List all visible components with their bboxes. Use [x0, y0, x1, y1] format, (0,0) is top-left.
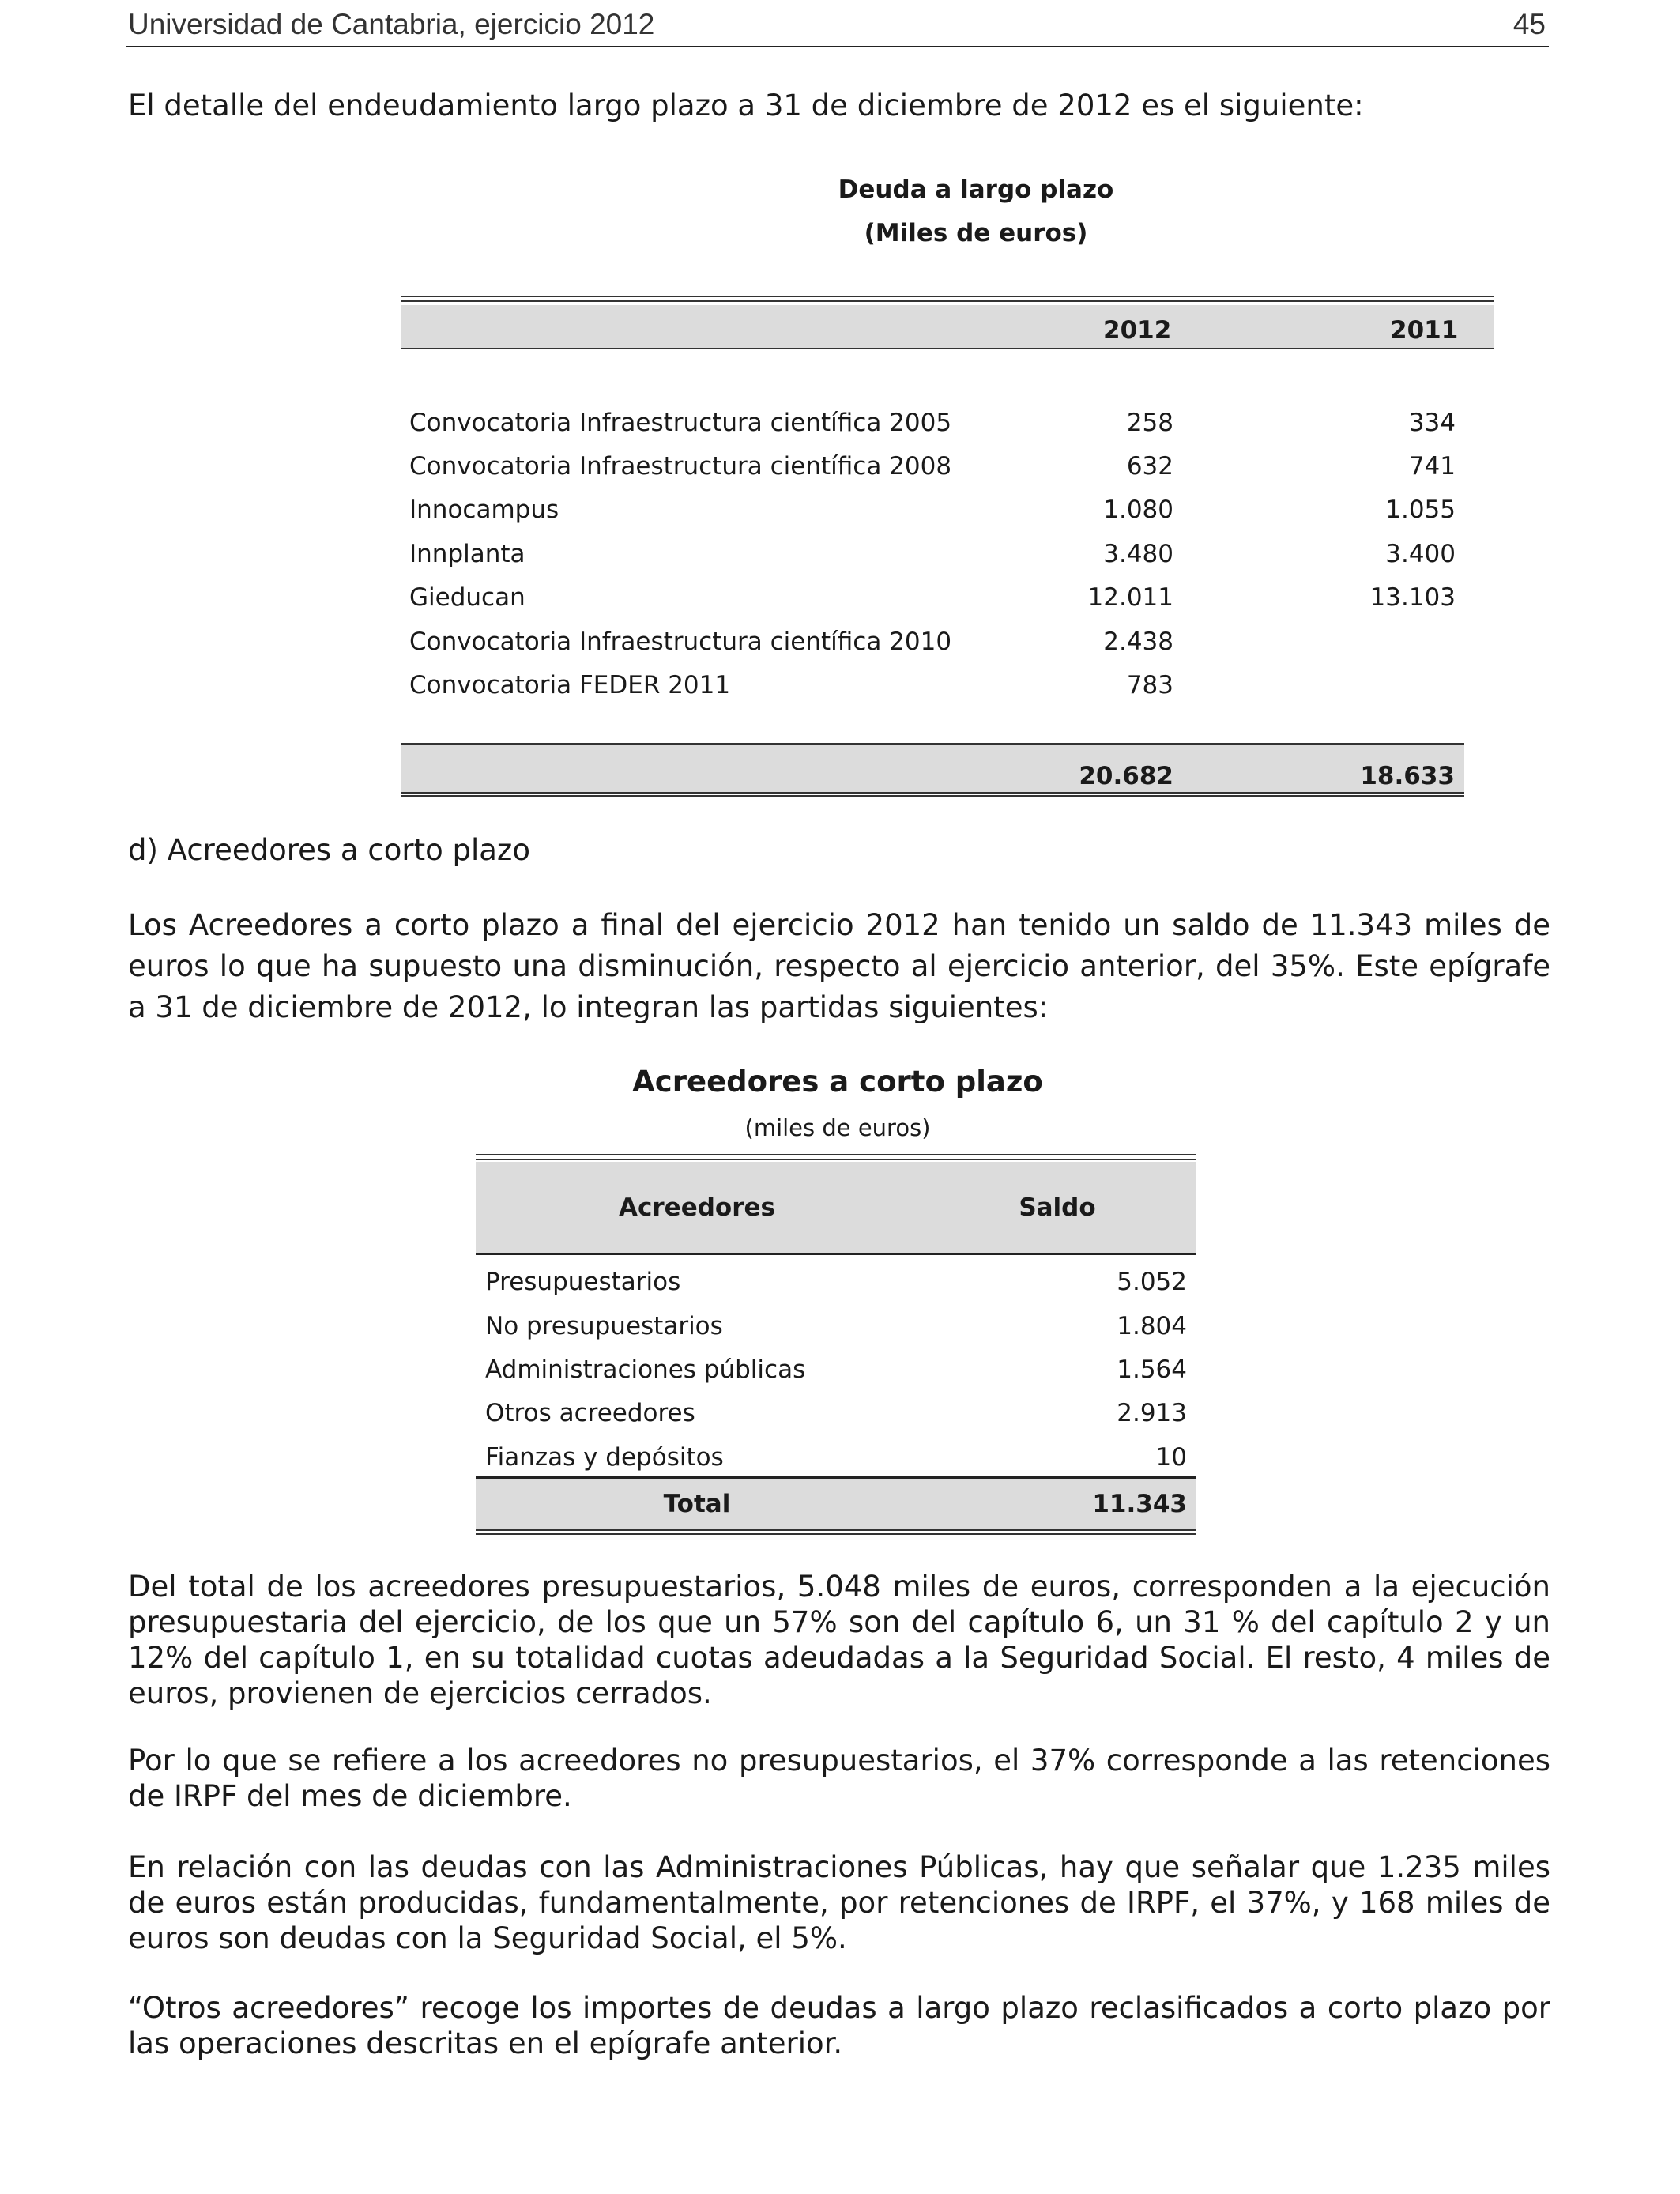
table2-total-row [476, 1476, 1196, 1531]
table2-top-rule-2 [476, 1159, 1196, 1160]
table1-title: Deuda a largo plazo [838, 175, 1114, 204]
table1-row-2011: 334 [1408, 409, 1456, 437]
table2-row [476, 1435, 1196, 1479]
table2-header [476, 1162, 1196, 1255]
table2-row-label: Presupuestarios [485, 1268, 681, 1296]
table1-row-2012: 1.080 [1103, 496, 1173, 524]
table1-row-2012: 3.480 [1103, 540, 1173, 568]
table2-row-value: 2.913 [1117, 1399, 1187, 1427]
paragraph-3: Por lo que se refiere a los acreedores no presupuestarios, el 37% corresponde a las retenciones de IRPF del mes de diciembre. [128, 1744, 1550, 1813]
table1-row-2011: 3.400 [1385, 540, 1456, 568]
table2-row-value: 1.804 [1117, 1312, 1187, 1340]
table1-row-label: Gieducan [409, 583, 525, 612]
page-number: 45 [1512, 8, 1546, 40]
table1-top-rule [401, 296, 1494, 297]
table2-row-label: No presupuestarios [485, 1312, 723, 1340]
table1-row-2012: 783 [1126, 671, 1173, 699]
table1-row-label: Convocatoria FEDER 2011 [409, 671, 731, 699]
table1-row-label: Innplanta [409, 540, 525, 568]
table1-row-2012: 12.011 [1087, 583, 1173, 612]
table2-subtitle: (miles de euros) [744, 1114, 931, 1141]
table2-row [476, 1348, 1196, 1391]
table1-row-2011: 741 [1408, 452, 1456, 481]
table1-row-2012: 258 [1126, 409, 1173, 437]
table2-row-value: 1.564 [1117, 1355, 1187, 1384]
table1-row-2011: 13.103 [1369, 583, 1456, 612]
table1-row-label: Innocampus [409, 496, 559, 524]
page-header [126, 6, 1549, 47]
table2-row [476, 1260, 1196, 1303]
table1-row-label: Convocatoria Infraestructura científica 2010 [409, 628, 952, 656]
table1-row [401, 401, 1494, 444]
table1-row-2011: 1.055 [1385, 496, 1456, 524]
table1-row-label: Convocatoria Infraestructura científica 2008 [409, 452, 952, 481]
table1-total-row [401, 743, 1464, 794]
table2-total-label: Total [663, 1490, 731, 1518]
header-title: Universidad de Cantabria, ejercicio 2012 [128, 8, 655, 40]
table1-row-2012: 2.438 [1103, 628, 1173, 656]
table2-bottom-rule [476, 1533, 1196, 1535]
table1-bottom-rule [401, 795, 1464, 797]
table1-row [401, 444, 1494, 488]
table2-row-label: Administraciones públicas [485, 1355, 806, 1384]
paragraph-4: En relación con las deudas con las Administraciones Públicas, hay que señalar que 1.235 miles de euros están producidas, fundamentalmente, por retenciones de IRPF, el 37%, y 168 miles de euros son deudas con la Seguridad Social, el 5%. [128, 1850, 1550, 1955]
table1-total-2011: 18.633 [1360, 762, 1455, 790]
table2-row-label: Fianzas y depósitos [485, 1443, 724, 1472]
table2-row-label: Otros acreedores [485, 1399, 695, 1427]
table2-col-acreedores: Acreedores [619, 1193, 775, 1222]
table2-top-rule [476, 1154, 1196, 1155]
table1-row [401, 663, 1494, 707]
intro-text: El detalle del endeudamiento largo plazo a 31 de diciembre de 2012 es el siguiente: [128, 89, 1364, 123]
paragraph-5: “Otros acreedores” recoge los importes de deudas a largo plazo reclasificados a corto plazo por las operaciones descritas en el epígrafe anterior. [128, 1991, 1550, 2060]
table1-total-2012: 20.682 [1079, 762, 1173, 790]
table2-row [476, 1391, 1196, 1434]
table1-col-2012: 2012 [1103, 316, 1172, 345]
section-heading: d) Acreedores a corto plazo [128, 833, 530, 867]
table1-top-rule-2 [401, 300, 1494, 302]
table1-row-label: Convocatoria Infraestructura científica 2005 [409, 409, 952, 437]
table1-row [401, 620, 1494, 663]
table2-total-value: 11.343 [1092, 1490, 1187, 1518]
table2-row-value: 5.052 [1117, 1268, 1187, 1296]
table1-row [401, 575, 1494, 619]
table2-row-value: 10 [1155, 1443, 1187, 1472]
table2-title: Acreedores a corto plazo [632, 1065, 1043, 1099]
table1-col-2011: 2011 [1390, 316, 1459, 345]
table2-row [476, 1304, 1196, 1348]
paragraph-1: Los Acreedores a corto plazo a final del ejercicio 2012 han tenido un saldo de 11.343 miles de euros lo que ha supuesto una disminución, respecto al ejercicio anterior, del 35%. Este epígrafe a 31 de diciembre de 2012, lo integran las partidas siguientes: [128, 908, 1550, 1024]
table1-header [401, 305, 1494, 349]
table1-row [401, 488, 1494, 531]
paragraph-2: Del total de los acreedores presupuestarios, 5.048 miles de euros, corresponden a la ejecución presupuestaria del ejercicio, de los que un 57% son del capítulo 6, un 31 % del capítulo 2 y un 12% del capítulo 1, en su totalidad cuotas adeudadas a la Seguridad Social. El resto, 4 miles de euros, provienen de ejercicios cerrados. [128, 1570, 1550, 1710]
table1-row-2012: 632 [1126, 452, 1173, 481]
table1-row [401, 532, 1494, 575]
table2-col-saldo: Saldo [1019, 1193, 1096, 1222]
table1-subtitle: (Miles de euros) [864, 219, 1088, 247]
